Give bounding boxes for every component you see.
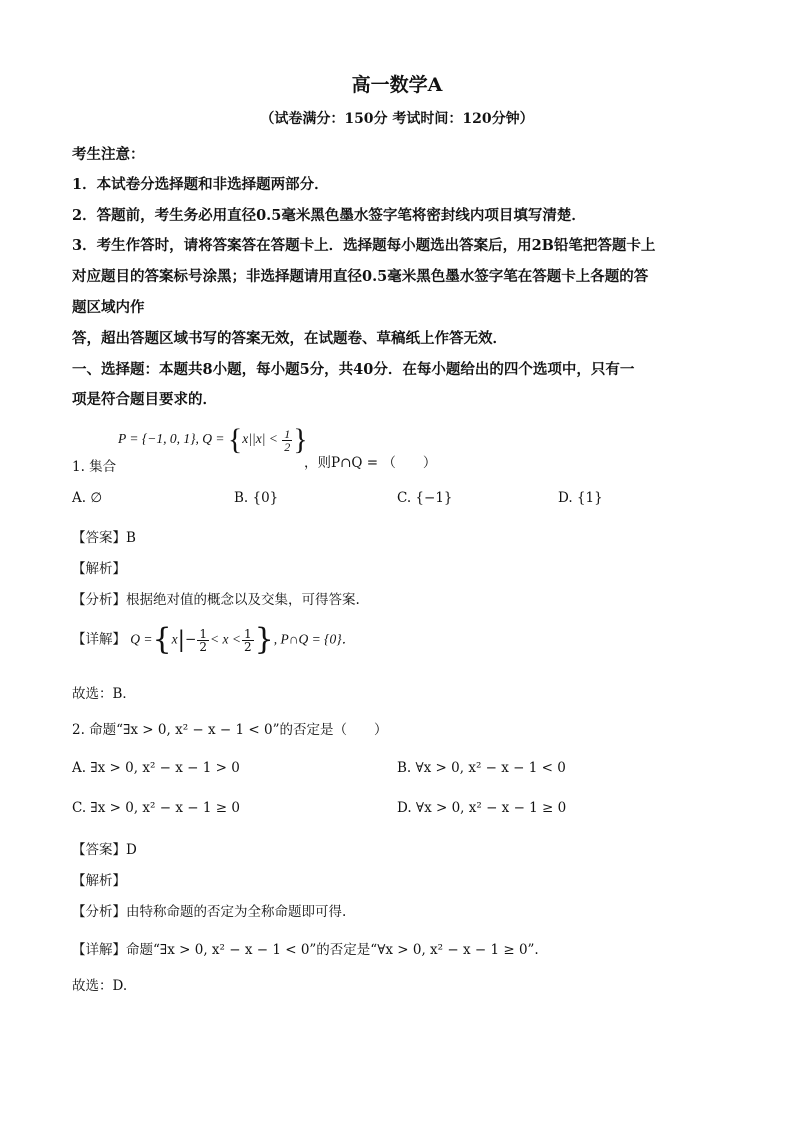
q1-detail-minus: − (185, 631, 197, 648)
q1-answer (72, 526, 136, 546)
notice-item-3-cont: 对应题目的答案标号涂黑；非选择题请用直径0.5毫米黑色墨水签字笔在答题卡上各题的答 (72, 268, 649, 285)
q1-option-b: B. {0} (234, 490, 279, 506)
q2-detail-text: 命题“∃x > 0, x² − x − 1 < 0”的否定是“∀x > 0, x² − x − 1 ≥ 0”. (126, 942, 539, 958)
notice-heading: 考生注意： (72, 146, 145, 163)
exam-title: 高一数学A (351, 74, 443, 96)
q1-set-q-inner: x||x| < (242, 431, 278, 447)
q2-option-d: D. ∀x > 0, x² − x − 1 ≥ 0 (397, 800, 567, 816)
q1-suffix: ，则P∩Q = （ ） (304, 455, 437, 471)
q1-detail-label: 【详解】 (72, 631, 126, 648)
notice-item-2: 2．答题前，考生务必用直径0.5毫米黑色墨水签字笔将密封线内项目填写清楚． (72, 207, 586, 224)
q1-prefix: 1. 集合 (72, 459, 117, 475)
q1-detail-mid: < x < (210, 631, 241, 647)
q1-analysis-tag: 【解析】 (72, 561, 126, 577)
q2-detail (72, 938, 539, 958)
notice-item-3-cont3: 答，超出答题区域书写的答案无效，在试题卷、草稿纸上作答无效． (72, 330, 507, 347)
q1-frac-num: 1 (284, 426, 291, 441)
notice-item-1: 1．本试卷分选择题和非选择题两部分． (72, 176, 329, 193)
exam-subtitle: （试卷满分：150分 考试时间：120分钟） (260, 111, 534, 127)
q1-detail-x: x (171, 631, 178, 647)
q1-analysis-text: 根据绝对值的概念以及交集，可得答案. (126, 592, 360, 608)
q1-detail-end: , P∩Q = {0}． (273, 631, 356, 647)
q1-analysis-label: 【分析】 (72, 592, 126, 608)
section-heading: 一、选择题：本题共8小题，每小题5分，共40分．在每小题给出的四个选项中，只有一 (72, 361, 635, 378)
q1-conclusion: 故选：B． (72, 686, 136, 702)
q1-option-a: A. ∅ (72, 490, 103, 506)
q1-sets: P = {−1, 0, 1}, Q = {x||x| < $\frac{1}{2}$ } (118, 423, 308, 456)
q1-detail: 【详解】 Q ={x|− $\frac{1}{2}$ < x < $\frac{1}{2}$ }, P∩Q = {0}． (72, 622, 356, 657)
q1-detail-frac1-den: 2 (199, 639, 207, 654)
notice-item-3-cont2: 题区域内作 (72, 299, 145, 316)
q1-detail-q: Q = (130, 631, 153, 647)
q2-answer (72, 838, 137, 858)
q2-answer-value: D (126, 842, 137, 858)
q2-option-c: C. ∃x > 0, x² − x − 1 ≥ 0 (72, 800, 240, 816)
q1-detail-frac2-den: 2 (243, 639, 252, 654)
q2-analysis-tag: 【解析】 (72, 873, 126, 889)
q2-analysis-text: 由特称命题的否定为全称命题即可得. (126, 904, 347, 920)
q1-detail-frac2-num: 1 (243, 626, 252, 641)
q1-option-c: C. {−1} (397, 490, 453, 506)
q2-option-b: B. ∀x > 0, x² − x − 1 < 0 (397, 760, 566, 776)
q1-answer-value: B (126, 530, 136, 546)
q1-detail-frac1-num: 1 (199, 626, 207, 641)
q2-analysis-label: 【分析】 (72, 904, 126, 920)
q1-frac-den: 2 (284, 439, 291, 454)
q2-analysis (72, 900, 346, 920)
q2-option-a: A. ∃x > 0, x² − x − 1 > 0 (72, 760, 240, 776)
q2-answer-tag: 【答案】 (72, 842, 126, 858)
q2-stem: 2. 命题“∃x > 0, x² − x − 1 < 0”的否定是（ ） (72, 722, 388, 738)
q1-set-p: P = {−1, 0, 1}, Q = (118, 431, 225, 447)
q1-option-d: D. {1} (558, 490, 603, 506)
section-heading-cont: 项是符合题目要求的． (72, 391, 217, 408)
q2-conclusion: 故选：D. (72, 978, 128, 994)
q1-answer-tag: 【答案】 (72, 530, 126, 546)
q2-detail-label: 【详解】 (72, 942, 126, 958)
notice-item-3: 3．考生作答时，请将答案答在答题卡上．选择题每小题选出答案后，用2B铅笔把答题卡上 (72, 237, 656, 254)
q1-analysis (72, 588, 360, 608)
